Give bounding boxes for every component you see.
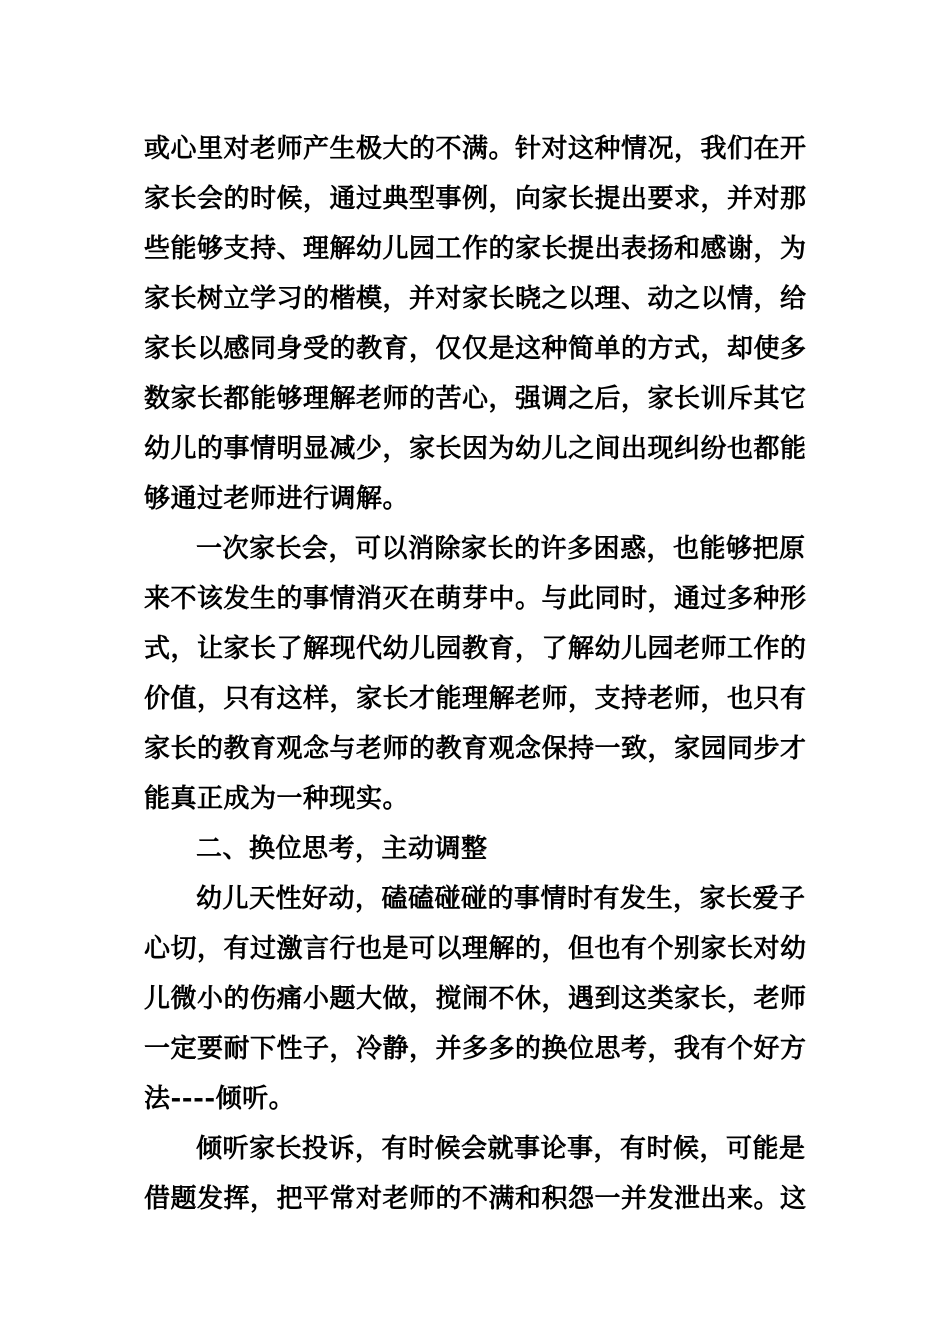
text-line: 一定要耐下性子，冷静，并多多的换位思考，我有个好方	[144, 1034, 807, 1064]
text-line: 式，让家长了解现代幼儿园教育，了解幼儿园老师工作的	[144, 634, 807, 664]
text-line: 够通过老师进行调解。	[144, 484, 410, 514]
text-line: 倾听家长投诉，有时候会就事论事，有时候，可能是	[196, 1134, 806, 1164]
text-line: 价值，只有这样，家长才能理解老师，支持老师，也只有	[144, 684, 807, 714]
paragraph-parent-meeting-value	[144, 524, 808, 824]
section-heading-text: 二、换位思考，主动调整	[196, 834, 488, 864]
text-line: 儿微小的伤痛小题大做，搅闹不休，遇到这类家长，老师	[144, 984, 807, 1014]
text-line: 家长树立学习的楷模，并对家长晓之以理、动之以情，给	[144, 284, 807, 314]
text-line: 数家长都能够理解老师的苦心，强调之后，家长训斥其它	[144, 384, 807, 414]
text-line: 家长以感同身受的教育，仅仅是这种简单的方式，却使多	[144, 334, 807, 364]
document-body	[144, 124, 808, 1224]
text-line: 一次家长会，可以消除家长的许多困惑，也能够把原	[196, 534, 806, 564]
text-line: 能真正成为一种现实。	[144, 784, 410, 814]
text-line: 或心里对老师产生极大的不满。针对这种情况，我们在开	[144, 134, 807, 164]
text-line: 来不该发生的事情消灭在萌芽中。与此同时，通过多种形	[144, 584, 807, 614]
text-line: 法----倾听。	[144, 1084, 296, 1114]
section-heading	[144, 824, 808, 874]
paragraph-listening	[144, 1124, 808, 1224]
text-line: 幼儿的事情明显减少，家长因为幼儿之间出现纠纷也都能	[144, 434, 807, 464]
text-line: 借题发挥，把平常对老师的不满和积怨一并发泄出来。这	[144, 1184, 807, 1214]
text-line: 家长会的时候，通过典型事例，向家长提出要求，并对那	[144, 184, 807, 214]
paragraph-parent-meeting-result	[144, 124, 808, 524]
text-line: 幼儿天性好动，磕磕碰碰的事情时有发生，家长爱子	[196, 884, 806, 914]
paragraph-empathy	[144, 874, 808, 1124]
text-line: 些能够支持、理解幼儿园工作的家长提出表扬和感谢，为	[144, 234, 807, 264]
text-line: 家长的教育观念与老师的教育观念保持一致，家园同步才	[144, 734, 807, 764]
text-line: 心切，有过激言行也是可以理解的，但也有个别家长对幼	[144, 934, 807, 964]
